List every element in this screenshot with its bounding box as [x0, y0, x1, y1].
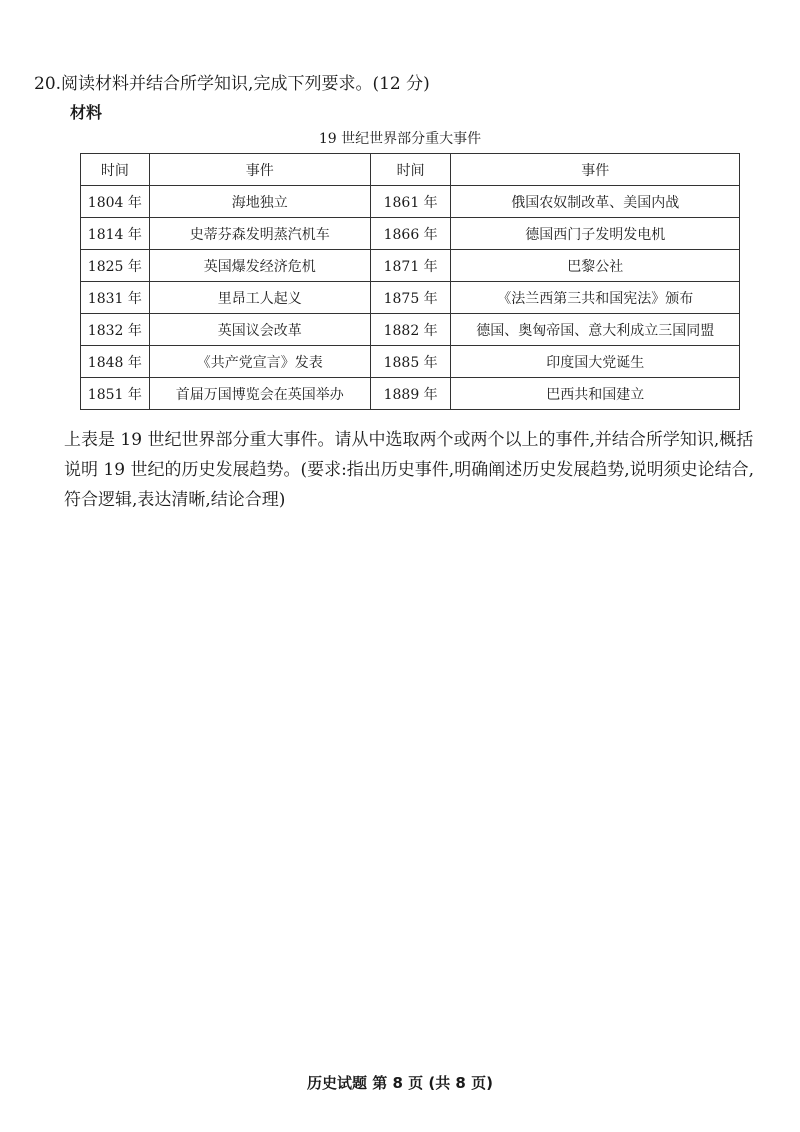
header-time-1: 时间 — [81, 154, 150, 186]
header-event-1: 事件 — [149, 154, 370, 186]
table-row — [81, 186, 740, 218]
year-cell: 1851 年 — [81, 378, 150, 410]
question-heading — [34, 72, 430, 96]
table-row — [81, 282, 740, 314]
year-cell: 1882 年 — [370, 314, 451, 346]
year-cell: 1814 年 — [81, 218, 150, 250]
event-cell: 巴西共和国建立 — [451, 378, 740, 410]
year-cell: 1871 年 — [370, 250, 451, 282]
event-cell: 英国议会改革 — [149, 314, 370, 346]
material-label: 材料 — [70, 103, 103, 122]
event-cell: 俄国农奴制改革、美国内战 — [451, 186, 740, 218]
table-row — [81, 314, 740, 346]
question-text: 阅读材料并结合所学知识,完成下列要求。(12 分) — [61, 74, 430, 94]
event-cell: 德国西门子发明发电机 — [451, 218, 740, 250]
event-cell: 首届万国博览会在英国举办 — [149, 378, 370, 410]
event-cell: 印度国大党诞生 — [451, 346, 740, 378]
table-row — [81, 218, 740, 250]
year-cell: 1848 年 — [81, 346, 150, 378]
year-cell: 1825 年 — [81, 250, 150, 282]
year-cell: 1861 年 — [370, 186, 451, 218]
year-cell: 1889 年 — [370, 378, 451, 410]
table-row — [81, 346, 740, 378]
event-cell: 《法兰西第三共和国宪法》颁布 — [451, 282, 740, 314]
event-cell: 里昂工人起义 — [149, 282, 370, 314]
year-cell: 1866 年 — [370, 218, 451, 250]
event-cell: 《共产党宣言》发表 — [149, 346, 370, 378]
table-row — [81, 378, 740, 410]
table-title: 19 世纪世界部分重大事件 — [318, 131, 482, 147]
event-cell: 英国爆发经济危机 — [149, 250, 370, 282]
events-table — [80, 153, 740, 410]
event-cell: 德国、奥匈帝国、意大利成立三国同盟 — [451, 314, 740, 346]
year-cell: 1832 年 — [81, 314, 150, 346]
header-time-2: 时间 — [370, 154, 451, 186]
year-cell: 1804 年 — [81, 186, 150, 218]
header-event-2: 事件 — [451, 154, 740, 186]
year-cell: 1875 年 — [370, 282, 451, 314]
question-prompt: 上表是 19 世纪世界部分重大事件。请从中选取两个或两个以上的事件,并结合所学知识,概括说明 19 世纪的历史发展趋势。(要求:指出历史事件,明确阐述历史发展趋势,说明须史论结合,符合逻辑,表达清晰,结论合理) — [64, 430, 755, 510]
question-number: 20. — [34, 74, 62, 94]
event-cell: 史蒂芬森发明蒸汽机车 — [149, 218, 370, 250]
table-row — [81, 250, 740, 282]
page-footer: 历史试题 第 8 页 (共 8 页) — [307, 1074, 493, 1092]
event-cell: 海地独立 — [149, 186, 370, 218]
year-cell: 1885 年 — [370, 346, 451, 378]
event-cell: 巴黎公社 — [451, 250, 740, 282]
table-header-row — [81, 154, 740, 186]
year-cell: 1831 年 — [81, 282, 150, 314]
